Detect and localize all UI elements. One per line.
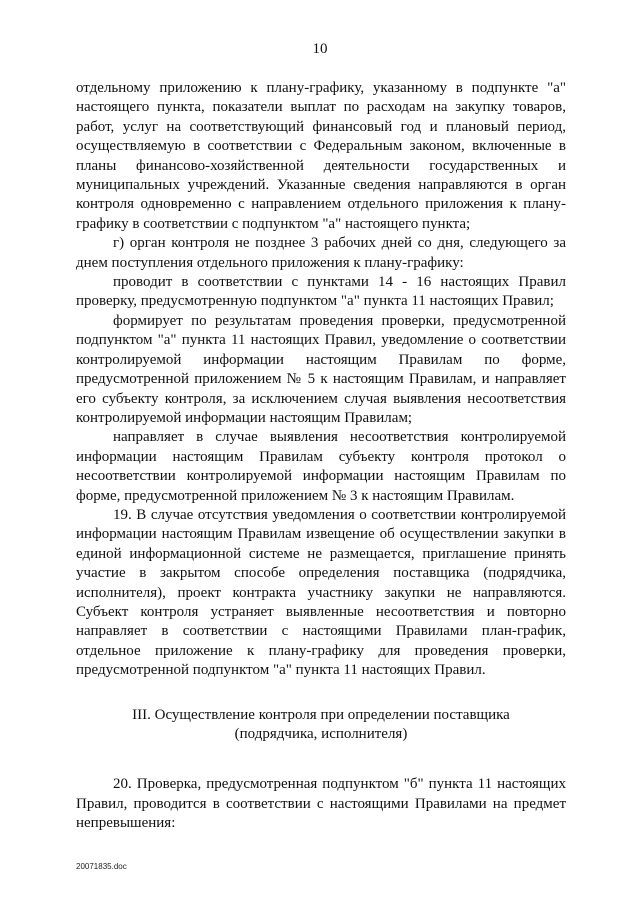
section-heading-line: (подрядчика, исполнителя) [234, 726, 408, 742]
document-body [76, 79, 566, 834]
section-heading-line: III. Осуществление контроля при определении поставщика [132, 706, 510, 723]
section-heading [76, 706, 566, 745]
paragraph: отдельному приложению к плану-графику, указанному в подпункте "а" настоящего пункта, показатели выплат по расходам на закупку товаров, работ, услуг на соответствующий финансовый год и плановый период, осуществляемую в соответствии с Федеральным законом, включенные в планы финансово-хозяйственной деятельности государственных и муниципальных учреждений. Указанные сведения направляются в орган контроля одновременно с направлением отдельного приложения к плану-графику в соответствии с подпунктом "а" настоящего пункта; [76, 80, 566, 232]
paragraph: 19. В случае отсутствия уведомления о соответствии контролируемой информации настоящим Правилам извещение об осуществлении закупки в единой информационной системе не размещается, приглашение принять участие в закрытом способе определения поставщика (подрядчика, исполнителя), проект контракта участнику закупки не направляются. Субъект контроля устраняет выявленные несоответствия и повторно направляет в соответствии с настоящими Правилами план-график, отдельное приложение к плану-графику для проведения проверки, предусмотренной подпунктом "а" пункта 11 настоящих Правил. [76, 506, 566, 679]
paragraph: г) орган контроля не позднее 3 рабочих дней со дня, следующего за днем поступления отдельного приложения к плану-графику: [76, 235, 566, 271]
paragraph: проводит в соответствии с пунктами 14 - 16 настоящих Правил проверку, предусмотренную подпунктом "а" пункта 11 настоящих Правил; [76, 274, 566, 310]
footer-filename: 20071835.doc [76, 862, 127, 871]
paragraph: формирует по результатам проведения проверки, предусмотренной подпунктом "а" пункта 11 настоящих Правил, уведомление о соответствии контролируемой информации настоящим Правилам по форме, предусмотренной приложением № 5 к настоящим Правилам, и направляет его субъекту контроля, за исключением случая выявления несоответствия контролируемой информации настоящим Правилам; [76, 312, 566, 426]
page-number: 10 [312, 41, 328, 57]
paragraph: 20. Проверка, предусмотренная подпунктом "б" пункта 11 настоящих Правил, проводится в соответствии с настоящими Правилами на предмет непревышения: [76, 776, 566, 832]
paragraph: направляет в случае выявления несоответствия контролируемой информации настоящим Правилам субъекту контроля протокол о несоответствии контролируемой информации настоящим Правилам по форме, предусмотренной приложением № 3 к настоящим Правилам. [76, 429, 566, 504]
